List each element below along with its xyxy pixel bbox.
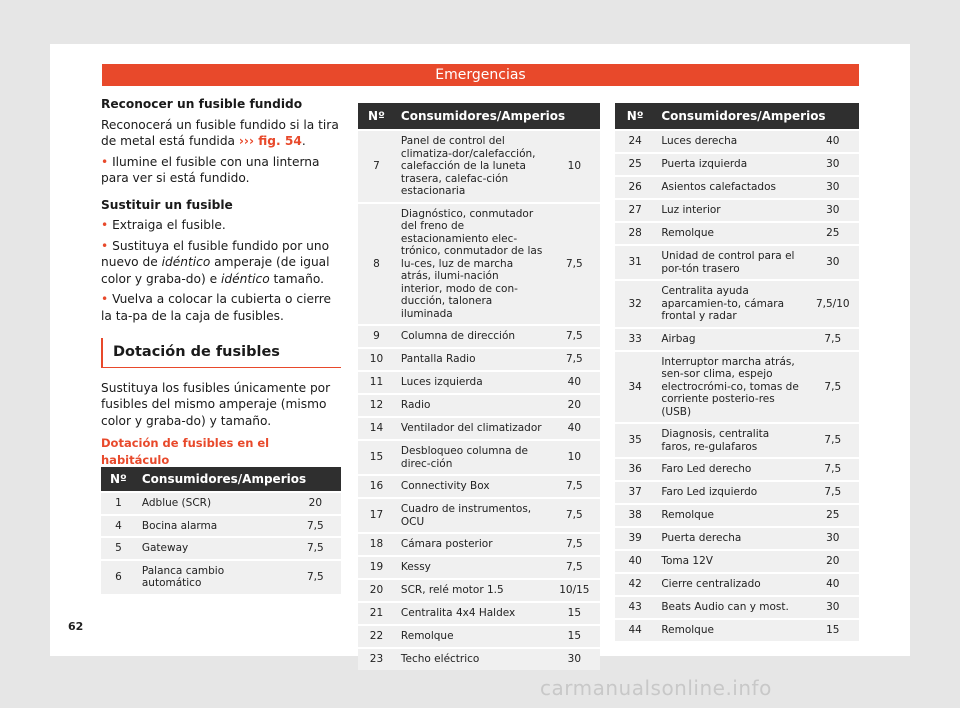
table-row (101, 561, 341, 594)
fuse-amperage: 20 (549, 395, 600, 416)
fuse-amperage: 20 (807, 551, 859, 572)
fuse-amperage: 7,5 (807, 459, 859, 480)
fuse-number: 26 (615, 177, 655, 198)
fuse-number: 24 (615, 131, 655, 152)
fuse-consumer: Diagnosis, centralita faros, re-gulafaros (655, 424, 806, 457)
paragraph-recognize: Reconocerá un fusible fundido si la tira de metal está fundida ››› fig. 54. (101, 117, 339, 148)
column-header-consumers: Consumidores/Amperios (136, 467, 341, 491)
fuse-amperage: 40 (807, 574, 859, 595)
table-row (358, 603, 600, 624)
table-row (615, 223, 859, 244)
fuse-number: 4 (101, 516, 136, 537)
fuse-amperage: 7,5/10 (807, 281, 859, 327)
fuse-number: 20 (358, 580, 395, 601)
fuse-consumer: Luces derecha (655, 131, 806, 152)
fuse-amperage: 7,5 (290, 561, 341, 594)
figure-link[interactable]: ››› fig. 54 (238, 134, 302, 148)
fuse-amperage: 30 (549, 649, 600, 670)
table-row (358, 372, 600, 393)
table-row (358, 649, 600, 670)
fuse-consumer: Faro Led derecho (655, 459, 806, 480)
table-row (615, 281, 859, 327)
fuse-number: 40 (615, 551, 655, 572)
column-header-number: Nº (615, 103, 655, 129)
bullet-cover: • Vuelva a colocar la cubierta o cierre la ta-pa de la caja de fusibles. (101, 292, 332, 323)
fuse-consumer: Luces izquierda (395, 372, 549, 393)
fuse-consumer: Unidad de control para el por-tón trasero (655, 246, 806, 279)
fuse-amperage: 30 (807, 200, 859, 221)
table-row (358, 626, 600, 647)
fuse-amperage: 7,5 (807, 482, 859, 503)
fuse-consumer: Puerta izquierda (655, 154, 806, 175)
table-row (358, 557, 600, 578)
fuse-number: 27 (615, 200, 655, 221)
fuse-number: 7 (358, 131, 395, 202)
fuse-number: 9 (358, 326, 395, 347)
fuse-number: 21 (358, 603, 395, 624)
fuse-consumer: Centralita ayuda aparcamien-to, cámara frontal y radar (655, 281, 806, 327)
table-row (101, 516, 341, 537)
table-row (615, 620, 859, 641)
fuse-amperage: 15 (549, 626, 600, 647)
fuse-consumer: Desbloqueo columna de direc-ción (395, 441, 549, 474)
fuse-number: 1 (101, 493, 136, 514)
fuse-amperage: 7,5 (290, 516, 341, 537)
fuse-consumer: Diagnóstico, conmutador del freno de estacionamiento elec-trónico, conmutador de las lu-ces, luz de marcha atrás, ilumi-nación interior, modo de con-ducción, talonera iluminada (395, 204, 549, 325)
fuse-amperage: 20 (290, 493, 341, 514)
heading-replace: Sustituir un fusible (101, 197, 233, 212)
fuse-amperage: 7,5 (807, 329, 859, 350)
fuse-number: 37 (615, 482, 655, 503)
fuse-consumer: Remolque (655, 505, 806, 526)
bullet-icon: • (101, 292, 109, 306)
table-row (358, 418, 600, 439)
table-row (615, 200, 859, 221)
fuse-number: 31 (615, 246, 655, 279)
fuse-consumer: Connectivity Box (395, 476, 549, 497)
table-row (615, 551, 859, 572)
table-row (615, 574, 859, 595)
fuse-number: 36 (615, 459, 655, 480)
bullet-icon: • (101, 238, 109, 253)
table-row (101, 538, 341, 559)
fuse-consumer: Cámara posterior (395, 534, 549, 555)
fuse-consumer: Kessy (395, 557, 549, 578)
table-row (615, 177, 859, 198)
fuse-consumer: Remolque (655, 620, 806, 641)
fuse-number: 11 (358, 372, 395, 393)
fuse-number: 14 (358, 418, 395, 439)
table-row (615, 154, 859, 175)
fuse-amperage: 30 (807, 154, 859, 175)
table-row (358, 441, 600, 474)
table-row (358, 499, 600, 532)
table-row (615, 131, 859, 152)
fuse-number: 42 (615, 574, 655, 595)
fuse-number: 28 (615, 223, 655, 244)
fuse-number: 23 (358, 649, 395, 670)
table-row (358, 326, 600, 347)
table-row (101, 493, 341, 514)
fuse-number: 17 (358, 499, 395, 532)
column-header-consumers: Consumidores/Amperios (395, 103, 600, 129)
fuse-number: 35 (615, 424, 655, 457)
bullet-illuminate: • Ilumine el fusible con una linterna para ver si está fundido. (101, 154, 320, 185)
fuse-number: 6 (101, 561, 136, 594)
text-column (101, 96, 341, 472)
fuse-amperage: 7,5 (549, 326, 600, 347)
fuse-consumer: Bocina alarma (136, 516, 290, 537)
fuse-amperage: 40 (807, 131, 859, 152)
table-row (615, 505, 859, 526)
fuse-consumer: Centralita 4x4 Haldex (395, 603, 549, 624)
fuse-number: 39 (615, 528, 655, 549)
fuse-amperage: 7,5 (290, 538, 341, 559)
fuse-consumer: SCR, relé motor 1.5 (395, 580, 549, 601)
table-row (358, 131, 600, 202)
table-row (615, 597, 859, 618)
fuse-table-3 (615, 101, 859, 643)
fuse-amperage: 30 (807, 597, 859, 618)
fuse-consumer: Puerta derecha (655, 528, 806, 549)
fuse-amperage: 30 (807, 246, 859, 279)
table-row (615, 246, 859, 279)
fuse-amperage: 7,5 (549, 557, 600, 578)
fuse-amperage: 30 (807, 177, 859, 198)
column-header-number: Nº (358, 103, 395, 129)
fuse-consumer: Adblue (SCR) (136, 493, 290, 514)
fuse-consumer: Toma 12V (655, 551, 806, 572)
fuse-consumer: Gateway (136, 538, 290, 559)
fuse-consumer: Airbag (655, 329, 806, 350)
fuse-consumer: Remolque (395, 626, 549, 647)
chapter-header: Emergencias (102, 64, 859, 86)
fuse-number: 8 (358, 204, 395, 325)
fuse-consumer: Cierre centralizado (655, 574, 806, 595)
fuse-amperage: 7,5 (549, 476, 600, 497)
fuse-amperage: 25 (807, 223, 859, 244)
table-row (615, 329, 859, 350)
table-row (358, 395, 600, 416)
fuse-amperage: 30 (807, 528, 859, 549)
fuse-number: 38 (615, 505, 655, 526)
watermark-text: carmanualsonline.info (540, 676, 772, 700)
bullet-icon: • (101, 218, 109, 232)
fuse-number: 33 (615, 329, 655, 350)
fuse-amperage: 10/15 (549, 580, 600, 601)
bullet-extract: • Extraiga el fusible. (101, 218, 226, 232)
fuse-amperage: 7,5 (549, 349, 600, 370)
fuse-consumer: Panel de control del climatiza-dor/calefacción, calefacción de la luneta trasera, calefac-ción estacionaria (395, 131, 549, 202)
fuse-number: 12 (358, 395, 395, 416)
table-row (358, 349, 600, 370)
fuse-consumer: Palanca cambio automático (136, 561, 290, 594)
heading-recognize: Reconocer un fusible fundido (101, 97, 303, 111)
fuse-consumer: Techo eléctrico (395, 649, 549, 670)
fuse-number: 32 (615, 281, 655, 327)
fuse-amperage: 15 (807, 620, 859, 641)
table-row (615, 424, 859, 457)
fuse-number: 18 (358, 534, 395, 555)
fuse-number: 5 (101, 538, 136, 559)
table-row (358, 204, 600, 325)
table-row (358, 534, 600, 555)
fuse-consumer: Ventilador del climatizador (395, 418, 549, 439)
fuse-table-2 (358, 101, 600, 672)
fuse-amperage: 7,5 (549, 534, 600, 555)
fuse-consumer: Pantalla Radio (395, 349, 549, 370)
fuse-number: 16 (358, 476, 395, 497)
page-number: 62 (68, 620, 84, 633)
subheading-cabin-fuses: Dotación de fusibles en el habitáculo (101, 436, 270, 467)
bullet-replace: • Sustituya el fusible fundido por uno nuevo de idéntico amperaje (de igual color y graba-do) e idéntico tamaño. (101, 238, 330, 286)
table-row (358, 476, 600, 497)
table-row (615, 482, 859, 503)
fuse-number: 15 (358, 441, 395, 474)
fuse-number: 43 (615, 597, 655, 618)
fuse-number: 44 (615, 620, 655, 641)
paragraph-fuses: Sustituya los fusibles únicamente por fusibles del mismo amperaje (mismo color y graba-do) y tamaño. (101, 380, 331, 428)
fuse-amperage: 7,5 (807, 424, 859, 457)
fuse-amperage: 7,5 (549, 204, 600, 325)
fuse-number: 34 (615, 352, 655, 423)
table-row (358, 580, 600, 601)
fuse-consumer: Radio (395, 395, 549, 416)
bullet-icon: • (101, 154, 109, 169)
table-row (615, 459, 859, 480)
fuse-consumer: Cuadro de instrumentos, OCU (395, 499, 549, 532)
fuse-amperage: 10 (549, 441, 600, 474)
fuse-consumer: Beats Audio can y most. (655, 597, 806, 618)
fuse-number: 25 (615, 154, 655, 175)
fuse-consumer: Interruptor marcha atrás, sen-sor clima, espejo electrocrómi-co, tomas de corriente posterio-res (USB) (655, 352, 806, 423)
fuse-amperage: 40 (549, 418, 600, 439)
fuse-amperage: 25 (807, 505, 859, 526)
fuse-table-1 (101, 465, 341, 596)
column-header-number: Nº (101, 467, 136, 491)
fuse-consumer: Remolque (655, 223, 806, 244)
fuse-amperage: 15 (549, 603, 600, 624)
fuse-number: 22 (358, 626, 395, 647)
fuse-consumer: Asientos calefactados (655, 177, 806, 198)
fuse-consumer: Faro Led izquierdo (655, 482, 806, 503)
fuse-amperage: 10 (549, 131, 600, 202)
fuse-consumer: Luz interior (655, 200, 806, 221)
fuse-amperage: 7,5 (807, 352, 859, 423)
fuse-consumer: Columna de dirección (395, 326, 549, 347)
fuse-number: 10 (358, 349, 395, 370)
section-title: Dotación de fusibles (101, 338, 341, 368)
fuse-amperage: 40 (549, 372, 600, 393)
fuse-number: 19 (358, 557, 395, 578)
table-row (615, 352, 859, 423)
fuse-amperage: 7,5 (549, 499, 600, 532)
table-row (615, 528, 859, 549)
column-header-consumers: Consumidores/Amperios (655, 103, 859, 129)
